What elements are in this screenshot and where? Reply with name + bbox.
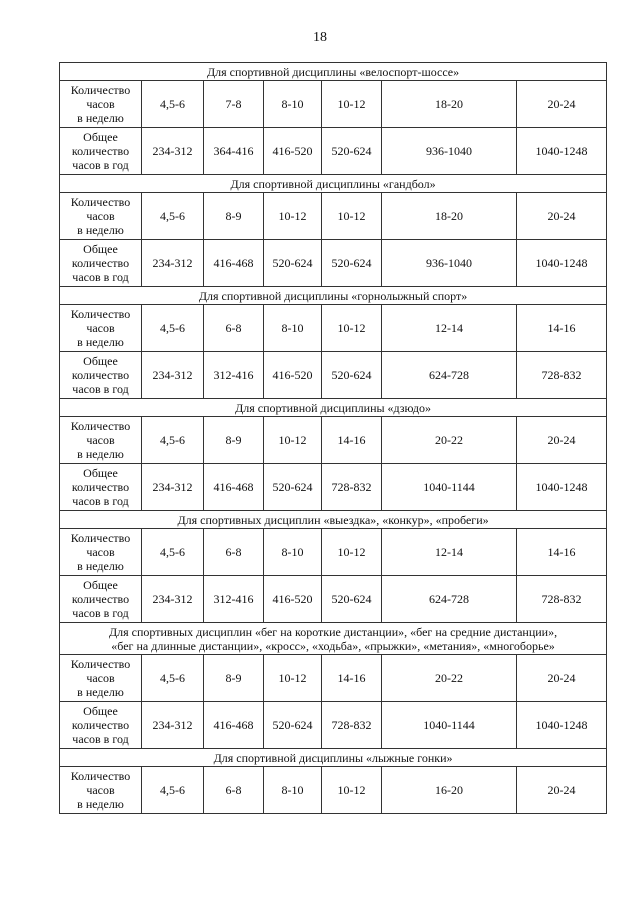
table-cell: 7-8 xyxy=(204,81,264,128)
table-cell: 234-312 xyxy=(142,702,204,749)
table-cell: 364-416 xyxy=(204,128,264,175)
table-cell: 10-12 xyxy=(322,529,382,576)
table-cell: 1040-1248 xyxy=(517,702,607,749)
row-label: Общее количество часов в год xyxy=(60,464,142,511)
table-cell: 936-1040 xyxy=(382,240,517,287)
table-cell: 1040-1144 xyxy=(382,702,517,749)
table-row xyxy=(60,352,607,399)
table-cell: 18-20 xyxy=(382,81,517,128)
table-cell: 520-624 xyxy=(322,240,382,287)
table-cell: 12-14 xyxy=(382,529,517,576)
table-cell: 12-14 xyxy=(382,305,517,352)
table-cell: 6-8 xyxy=(204,767,264,814)
section-title: Для спортивной дисциплины «горнолыжный спорт» xyxy=(60,287,607,305)
table-cell: 14-16 xyxy=(517,529,607,576)
table-cell: 234-312 xyxy=(142,464,204,511)
table-cell: 8-10 xyxy=(264,529,322,576)
table-cell: 10-12 xyxy=(264,417,322,464)
table-cell: 20-24 xyxy=(517,655,607,702)
table-cell: 8-9 xyxy=(204,655,264,702)
table-cell: 20-24 xyxy=(517,417,607,464)
table-cell: 936-1040 xyxy=(382,128,517,175)
table-cell: 234-312 xyxy=(142,352,204,399)
table-cell: 1040-1144 xyxy=(382,464,517,511)
table-cell: 18-20 xyxy=(382,193,517,240)
table-cell: 1040-1248 xyxy=(517,128,607,175)
table-row xyxy=(60,128,607,175)
table-cell: 20-24 xyxy=(517,767,607,814)
table-row xyxy=(60,417,607,464)
section-header-row xyxy=(60,63,607,81)
table-cell: 520-624 xyxy=(322,128,382,175)
table-cell: 234-312 xyxy=(142,128,204,175)
table-cell: 1040-1248 xyxy=(517,464,607,511)
table-row xyxy=(60,655,607,702)
table-cell: 728-832 xyxy=(322,702,382,749)
table-cell: 10-12 xyxy=(322,193,382,240)
table-cell: 8-10 xyxy=(264,305,322,352)
section-header-row xyxy=(60,175,607,193)
table-cell: 4,5-6 xyxy=(142,81,204,128)
table-cell: 728-832 xyxy=(517,576,607,623)
table-cell: 416-520 xyxy=(264,352,322,399)
table-cell: 520-624 xyxy=(264,464,322,511)
table-cell: 312-416 xyxy=(204,352,264,399)
table-cell: 520-624 xyxy=(322,576,382,623)
table-cell: 624-728 xyxy=(382,576,517,623)
table-cell: 20-24 xyxy=(517,193,607,240)
row-label: Количество часов в неделю xyxy=(60,767,142,814)
table-cell: 14-16 xyxy=(517,305,607,352)
table-row xyxy=(60,529,607,576)
table-cell: 10-12 xyxy=(264,655,322,702)
table-cell: 20-22 xyxy=(382,655,517,702)
table-cell: 10-12 xyxy=(322,305,382,352)
table-row xyxy=(60,305,607,352)
table-cell: 728-832 xyxy=(517,352,607,399)
table-cell: 416-468 xyxy=(204,702,264,749)
table-cell: 728-832 xyxy=(322,464,382,511)
table-row xyxy=(60,767,607,814)
table-cell: 416-520 xyxy=(264,128,322,175)
section-title: Для спортивной дисциплины «дзюдо» xyxy=(60,399,607,417)
table-cell: 14-16 xyxy=(322,655,382,702)
table-cell: 16-20 xyxy=(382,767,517,814)
page-number: 18 xyxy=(313,30,327,45)
table-cell: 4,5-6 xyxy=(142,417,204,464)
table-cell: 4,5-6 xyxy=(142,193,204,240)
table-cell: 234-312 xyxy=(142,576,204,623)
section-title: Для спортивных дисциплин «выездка», «конкур», «пробеги» xyxy=(60,511,607,529)
row-label: Количество часов в неделю xyxy=(60,305,142,352)
table-body xyxy=(60,63,607,814)
training-hours-table xyxy=(59,62,607,814)
table-cell: 4,5-6 xyxy=(142,767,204,814)
table-cell: 20-22 xyxy=(382,417,517,464)
table-cell: 4,5-6 xyxy=(142,655,204,702)
table-cell: 312-416 xyxy=(204,576,264,623)
table-row xyxy=(60,576,607,623)
table-cell: 8-10 xyxy=(264,767,322,814)
table-row xyxy=(60,81,607,128)
section-title: Для спортивной дисциплины «гандбол» xyxy=(60,175,607,193)
row-label: Общее количество часов в год xyxy=(60,128,142,175)
section-title: Для спортивных дисциплин «бег на короткие дистанции», «бег на средние дистанции», «бег на длинные дистанции», «кросс», «ходьба», «прыжки», «метания», «многоборье» xyxy=(60,623,607,655)
row-label: Количество часов в неделю xyxy=(60,529,142,576)
section-header-row xyxy=(60,511,607,529)
table-cell: 416-468 xyxy=(204,464,264,511)
table-cell: 416-468 xyxy=(204,240,264,287)
section-header-row xyxy=(60,399,607,417)
row-label: Общее количество часов в год xyxy=(60,702,142,749)
table-cell: 8-10 xyxy=(264,81,322,128)
row-label: Количество часов в неделю xyxy=(60,417,142,464)
table-cell: 520-624 xyxy=(322,352,382,399)
table-cell: 416-520 xyxy=(264,576,322,623)
table-cell: 8-9 xyxy=(204,193,264,240)
table-cell: 1040-1248 xyxy=(517,240,607,287)
table-cell: 4,5-6 xyxy=(142,305,204,352)
table-cell: 6-8 xyxy=(204,305,264,352)
table-row xyxy=(60,240,607,287)
table-cell: 520-624 xyxy=(264,702,322,749)
table-cell: 520-624 xyxy=(264,240,322,287)
section-header-row xyxy=(60,287,607,305)
table-row xyxy=(60,193,607,240)
table-cell: 6-8 xyxy=(204,529,264,576)
table-row xyxy=(60,702,607,749)
table-cell: 10-12 xyxy=(322,767,382,814)
table-row xyxy=(60,464,607,511)
table-cell: 4,5-6 xyxy=(142,529,204,576)
row-label: Общее количество часов в год xyxy=(60,352,142,399)
row-label: Количество часов в неделю xyxy=(60,655,142,702)
table-cell: 14-16 xyxy=(322,417,382,464)
table-cell: 624-728 xyxy=(382,352,517,399)
row-label: Общее количество часов в год xyxy=(60,240,142,287)
row-label: Общее количество часов в год xyxy=(60,576,142,623)
table-cell: 20-24 xyxy=(517,81,607,128)
table-cell: 8-9 xyxy=(204,417,264,464)
table-cell: 10-12 xyxy=(322,81,382,128)
section-title: Для спортивной дисциплины «лыжные гонки» xyxy=(60,749,607,767)
section-title: Для спортивной дисциплины «велоспорт-шоссе» xyxy=(60,63,607,81)
table-cell: 10-12 xyxy=(264,193,322,240)
row-label: Количество часов в неделю xyxy=(60,193,142,240)
table-cell: 234-312 xyxy=(142,240,204,287)
section-header-row xyxy=(60,749,607,767)
section-header-row xyxy=(60,623,607,655)
row-label: Количество часов в неделю xyxy=(60,81,142,128)
